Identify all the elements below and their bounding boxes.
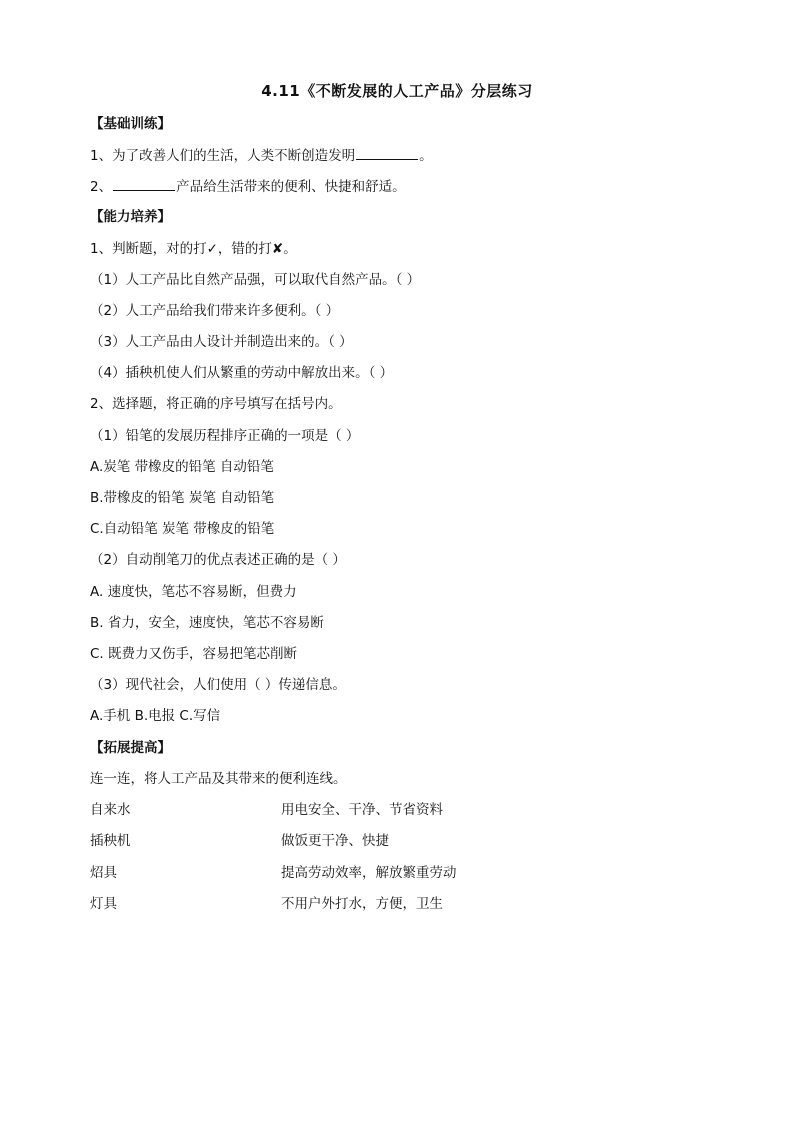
matching-right-item[interactable]: 不用户外打水，方便，卫生: [281, 896, 443, 912]
choice-option: A.手机 B.电报 C.写信: [90, 708, 221, 724]
judge-item: （2）人工产品给我们带来许多便利。（ ）: [90, 303, 340, 319]
choice-option: A. 速度快，笔芯不容易断，但费力: [90, 584, 297, 600]
question-text: 。: [419, 148, 433, 164]
question-text: ，错的打: [217, 241, 272, 257]
choice-option: C. 既费力又伤手，容易把笔芯削断: [90, 646, 298, 662]
choice-option: B.带橡皮的铅笔 炭笔 自动铅笔: [90, 490, 275, 506]
choice-option: A.炭笔 带橡皮的铅笔 自动铅笔: [90, 459, 274, 475]
page-title: 4.11《不断发展的人工产品》分层练习: [261, 82, 533, 100]
matching-left-item[interactable]: 灯具: [90, 896, 117, 912]
question-text: 产品给生活带来的便利、快捷和舒适。: [176, 179, 406, 195]
judge-item: （1）人工产品比自然产品强，可以取代自然产品。（ ）: [90, 272, 421, 288]
judge-intro: [90, 239, 297, 259]
question-basic-1: [90, 145, 433, 166]
matching-right-item[interactable]: 做饭更干净、快捷: [281, 833, 389, 849]
question-text: 2、: [90, 179, 113, 195]
section-heading-ability: 【能力培养】: [90, 209, 171, 225]
section-heading-basic: 【基础训练】: [90, 116, 171, 132]
choice-question: （3）现代社会，人们使用（ ）传递信息。: [90, 677, 346, 693]
matching-right-item[interactable]: 用电安全、干净、节省资料: [281, 802, 443, 818]
question-basic-2: [90, 176, 406, 197]
matching-left-item[interactable]: 插秧机: [90, 833, 131, 849]
fill-blank[interactable]: [356, 145, 418, 160]
cross-mark-icon: ✘: [271, 241, 284, 257]
question-text: 1、为了改善人们的生活，人类不断创造发明: [90, 148, 356, 164]
matching-left-item[interactable]: 自来水: [90, 802, 131, 818]
matching-left-item[interactable]: 炤具: [90, 865, 117, 881]
check-mark-icon: ✓: [206, 241, 218, 257]
section-heading-extension: 【拓展提高】: [90, 740, 171, 756]
judge-item: （3）人工产品由人设计并制造出来的。（ ）: [90, 334, 353, 350]
matching-right-item[interactable]: 提高劳动效率，解放繁重劳动: [281, 865, 457, 881]
matching-intro: 连一连，将人工产品及其带来的便利连线。: [90, 771, 347, 787]
judge-item: （4）插秧机使人们从繁重的劳动中解放出来。（ ）: [90, 365, 394, 381]
question-text: 1、判断题，对的打: [90, 241, 207, 257]
choice-question: （1）铅笔的发展历程排序正确的一项是（ ）: [90, 428, 360, 444]
question-text: 。: [283, 241, 297, 257]
choice-option: B. 省力，安全，速度快，笔芯不容易断: [90, 615, 324, 631]
choice-option: C.自动铅笔 炭笔 带橡皮的铅笔: [90, 521, 275, 537]
fill-blank[interactable]: [113, 176, 175, 191]
choice-question: （2）自动削笔刀的优点表述正确的是（ ）: [90, 552, 346, 568]
choice-intro: 2、选择题，将正确的序号填写在括号内。: [90, 396, 342, 412]
